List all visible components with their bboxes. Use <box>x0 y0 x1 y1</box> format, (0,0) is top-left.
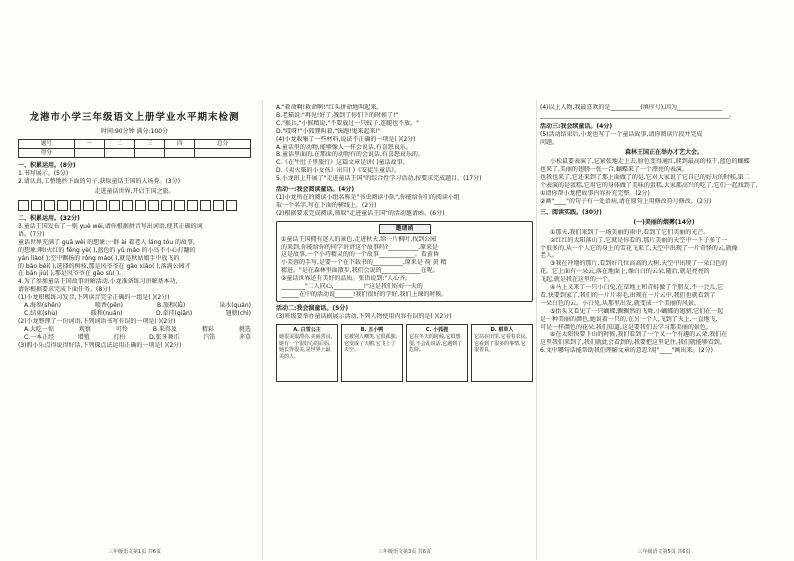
text-line: 在 bān jiū( ),那是风爷爷在 gǎo sù( )。 <box>18 270 126 278</box>
text-line: (5)活动结束后,小龙也写了一个童话故事,请你阅读片段并完成 <box>540 130 703 138</box>
question: 2.请认真,工整地抄下面的句子,获取童话王国的人场券。(3分) <box>18 178 181 186</box>
option[interactable]: A.大吃一惊 <box>24 325 54 333</box>
reading-title: (一)美丽的烟雾(14分) <box>633 218 695 226</box>
score-header: 一 <box>74 140 104 149</box>
score-header: 题号 <box>19 140 75 149</box>
text-line: (1)小龙所在的阅读小组名称是"书虫阅读小队",你能给你们的阅读小组 <box>276 193 460 201</box>
text-line: _______________________________________________________________。 <box>540 111 736 119</box>
text-line: 的 bǎo bèi( ),选择的树枝,那是风爷爷在 gǎo xiǎo( ),落满公园才 <box>18 262 191 270</box>
option[interactable]: B.旅程(lǚ) <box>157 302 186 310</box>
invitation-box <box>276 221 533 302</box>
text-line: 请你根据要求完成下面任务。(8分) <box>18 286 111 294</box>
exam-page-1 <box>18 104 251 560</box>
text-line: (4)以上人物,我最喜欢的是__________(填序号),因为_______________ <box>540 104 722 111</box>
option[interactable]: C.一本正经 <box>24 333 55 341</box>
text-line: (3)假小乐点得说得好话,下列探点法运用正确的一项是( )(2分) <box>18 341 182 349</box>
invitation-line: ______在中的活动说______!我们很好的学好,我们上课的时候。 <box>281 290 448 298</box>
character-card[interactable]: B. 丑小鸭 它被别人嘲笑,它很孤独,它变成了天鹅,它飞上了天空。 <box>341 324 403 382</box>
option[interactable]: C.结束(shù) <box>24 309 58 317</box>
text-line: 取一个名字,写在下面的横线上。(2分) <box>276 201 377 209</box>
reading-line: 个很多的,从一个人它的身上的雪花飞来了,天空中出现了一片奇怪的云,就像 <box>540 244 738 252</box>
text-line: (2)根据要求完成阅读,领取"走进童话王国"的活动邀请函。(6分) <box>276 209 445 217</box>
score-cell[interactable] <box>165 149 195 158</box>
option: 暖和(nuǎn) <box>90 309 123 317</box>
text-line: C.《在牛肚子里旅行》这篇文章是讲( )童话故事。 <box>276 159 409 167</box>
copy-sentence: 走进童话世界,开启王国之旅。 <box>94 188 175 196</box>
invitation-line: ________"二人同心,__________!"这是我们好好一天的 <box>281 283 423 291</box>
option: 挑选 <box>238 325 251 333</box>
option-row <box>18 334 251 342</box>
text-line: 5.小龙班上开展了"走进童话王国"的综合性学习活动,按要求完成题目。(17分) <box>276 175 482 183</box>
option: 可怜 <box>115 325 128 333</box>
option[interactable]: D.牵挂(qiān) <box>156 309 193 317</box>
character-card[interactable]: D. 稻草人 它站在田里,它看着农民,它看到了很多的事情,它很善良。 <box>471 324 533 382</box>
text-line: C."猴兵,"小猴精说,"不要放过一只蚊子,连腿也不放。" <box>276 119 419 127</box>
invitation-title: 邀请函 <box>379 224 431 234</box>
score-header: 三 <box>134 140 164 149</box>
option: 精彩 <box>201 325 214 333</box>
option: 观察 <box>78 325 91 333</box>
text-line: B.童话里面的,在那面的动物有的会说话,有喜怒哀乐的。 <box>276 151 424 159</box>
activity-heading: 活动一:我会阅读童话。(4分) <box>276 186 355 194</box>
option: 茅草 <box>238 333 251 341</box>
option: 翅膀(chì) <box>225 309 251 317</box>
reading-line: 是一种美丽的颜色,她说着一只的,在另一个人,飞到了天上,一直地飞, <box>540 315 718 323</box>
page-footer: 三年级语文第3页 共6页 <box>378 549 431 556</box>
score-table <box>18 139 251 158</box>
section-heading: 二、积累运用。(32分) <box>18 215 80 223</box>
text-line: yán liào( );空中飘扬的 róng máo( ),就是秋姑娘手中放飞的 <box>18 254 180 262</box>
activity-heading: 活动三:我会续童话。(4分) <box>540 122 613 130</box>
text-line: D.《卖火柴的小女孩》出自( )《安徒生童话》。 <box>276 167 401 175</box>
exam-title: 龙港市小学三年级语文上册学业水平期末检测 <box>29 112 240 123</box>
invitation-line: ①童话王国拥有迷人的景色,走进秋天,给一片枫叶,找到公园 <box>281 235 437 243</box>
text-line: (4)小龙收集了一些材料,说法不正确的一项是( )(2分) <box>276 135 416 143</box>
reading-line: ⑥在太阳快要下山的时候,我们看到了一个又一个有趣的云朵,我们在 <box>550 331 728 339</box>
score-header: 总分 <box>195 140 251 149</box>
exam-page-2 <box>276 104 533 560</box>
page-footer: 三年级语文第5页 共6页 <box>637 549 691 556</box>
invitation-line: ②童话世界还有美好的品质。张语说到:"人心齐, <box>281 275 408 283</box>
section-heading: 三、阅读实践。(30分) <box>540 208 602 216</box>
invitation-line: 小芙蓉的手写,是要一个在下载书的__________,原来是 荷 黄 精 <box>281 259 447 267</box>
question: 6.文中哪句话能帮助我们理解文章的意思?用"____"画出来。(2分) <box>540 347 713 355</box>
text-line: A.童话里的动物,能够像人一样会说话,有喜怒哀乐。 <box>276 143 412 151</box>
reading-line: 老人。 <box>540 252 559 260</box>
text-line: 童话世界充满了 guā wèi 的想象:一群 ài 着老人 láng tóu 的故事, <box>18 238 195 246</box>
text-line: 的想象:啊!火红的 fēng yè( ),蓝色的 yǔ máo 的小鸟不小心打翻的 <box>18 246 196 254</box>
reading-line: 可是一样颜色的花朵,我们知道,这是要我们去学习那美丽的景色。 <box>540 323 712 331</box>
story-line: 小松鼠要表演了,它紧张地走上去,脸色变得通红,爬到最高的枝干,蓝色的蝴蝶 <box>550 158 750 166</box>
reading-line: ①那天,我们来到了一场美丽的雨中,看到了它们美丽的光芒。 <box>550 228 710 236</box>
story-line: 也我也来了,它还来到了那上面做了的是,它对大家说了它自己的好玩的时候,第二 <box>540 174 750 182</box>
reading-line: 飞起,就是我在这里的一个。 <box>540 276 614 284</box>
text-line: ②画"____"的句子有一处语病,请在原句上用修改符号修改。(2分) <box>540 197 712 205</box>
option: 打扮 <box>113 333 126 341</box>
option[interactable]: A.海参(shēn) <box>24 302 62 310</box>
character-cards <box>276 324 533 382</box>
reading-line: 花。它上面有一朵云,落在地面上,像白白的云朵,随后,就是亮亮的 <box>540 268 710 276</box>
writing-grid[interactable] <box>18 200 251 211</box>
story-line: 也来了,美丽的翅膀一张一合,蝴蝶来了一个漂亮的表演。 <box>540 166 688 174</box>
story-line: 个表演的是蛋糕,它用它的身体做了美味的蛋糕,大家都高兴的吃了,它们一起找到了, <box>540 182 758 190</box>
option-row <box>18 310 251 318</box>
text-line: (3)班级要举办童话剧展示活动,下列人物使用内容有误的是( )(2分) <box>276 312 452 320</box>
character-card[interactable]: A. 白雪公主 她很美很漂亮,美丽善良,她有一个很好心的后妈,她长得很美,是世界上最美的人。 <box>276 324 338 382</box>
invitation-line: 这是故事,一个小巧精灵的的一个故事____________。看黄昏 <box>281 251 439 259</box>
score-header: 二 <box>104 140 134 149</box>
text-line: (1)小龙积极练习发音,下列读音完全正确的一组是( )(2分) <box>18 294 170 302</box>
exam-page-3 <box>540 104 788 560</box>
reading-line: ②红红的太阳落山了,它就是你看的,那片美丽的天空中一下子多了一 <box>550 236 728 244</box>
fold-line <box>536 100 537 560</box>
text-line: D."哎呀!"小狐狸叫着,"快跑!鬼来起来!" <box>276 127 381 135</box>
fold-line <box>262 100 263 560</box>
option[interactable]: D.张牙舞爪 <box>149 333 180 341</box>
reading-line: 看,快要到家了,我们的一片片羽毛,出现在一片云中,我们也就看到了 <box>540 291 716 299</box>
text-line: (2)小龙整理了一份词语,下列词语书写有误的一项是( )(2分) <box>18 317 176 325</box>
text-line: 语。(7分) <box>18 230 45 238</box>
reading-line: ⑤抬头又看见了一只蝴蝶,飘飘然的飞舞,小蝴蝶的翅膀,它们在一起 <box>550 307 724 315</box>
option-row <box>18 326 251 334</box>
score-cell[interactable] <box>104 149 134 158</box>
option-row <box>18 302 251 310</box>
score-row-label: 得分 <box>19 149 75 158</box>
text-line: ①请你帮小龙把故事内容补充完整。(2分) <box>540 190 650 198</box>
character-card[interactable]: C. 小狐狸 它在冬天的时候,它很想要,不会乱说话,它遇到了危险。 <box>406 324 468 382</box>
option: 喷香(pēn) <box>95 302 124 310</box>
text-line: B.老猫说:"再见!好了,我到了你们下的时候了!" <box>276 111 399 119</box>
text-line: 4.为了参加童话王国故事讲解活动,小龙准备练习讲解基本功, <box>18 278 178 286</box>
score-cell[interactable] <box>74 149 104 158</box>
reading-line: 这里我们来到了,我们就此会看到的,我要把这里记住,我们就能够看到。 <box>540 339 726 347</box>
reading-line: ④马上又来了一只小白兔,在草地上和青蛙做了个朋友,不一会儿,它 <box>550 284 724 292</box>
option: 汽笛 <box>203 333 216 341</box>
reading-line: 一朵白色的云。小白兔,从那里出发,就变成一个美丽的风景。 <box>540 299 700 307</box>
score-cell[interactable] <box>195 149 251 158</box>
text-line: 3.童话王国发布了一则 yuè wèi,请你根据拼音写出词语,使其正确的词 <box>18 222 203 230</box>
invitation-line: 的来到,你能给你的同学讲讲这个故事吗?__________,原来是 <box>281 243 438 251</box>
text-line: A."救命啊!救命啊!"红头拼命地叫起来。 <box>276 104 383 111</box>
score-header: 四 <box>165 140 195 149</box>
exam-meta: 时间:90分钟 满分:100分 <box>100 127 169 135</box>
question: 1.书写展示。(5分) <box>18 170 69 178</box>
option: 增殖 <box>77 333 90 341</box>
invitation-line: 精进。"是在森林里面散步,我们会说的_____________在呢。 <box>281 267 439 275</box>
option: 泉水(quán) <box>219 302 251 310</box>
reading-line: ③我在冲地的那片,看到好几位高高的大树,天空中出现了一朵白色的 <box>550 260 728 268</box>
story-title: 森林王国正在举办才艺大会。 <box>624 148 703 156</box>
text-line: 问题。 <box>540 138 559 146</box>
page-footer: 三年级语文第1页 共6页 <box>108 549 161 556</box>
section-heading: 一、积累运用。(8分) <box>18 162 76 170</box>
score-cell[interactable] <box>134 149 164 158</box>
activity-heading: 活动二:我会演童话。(5分) <box>276 304 349 312</box>
option[interactable]: B.来得及 <box>152 325 177 333</box>
